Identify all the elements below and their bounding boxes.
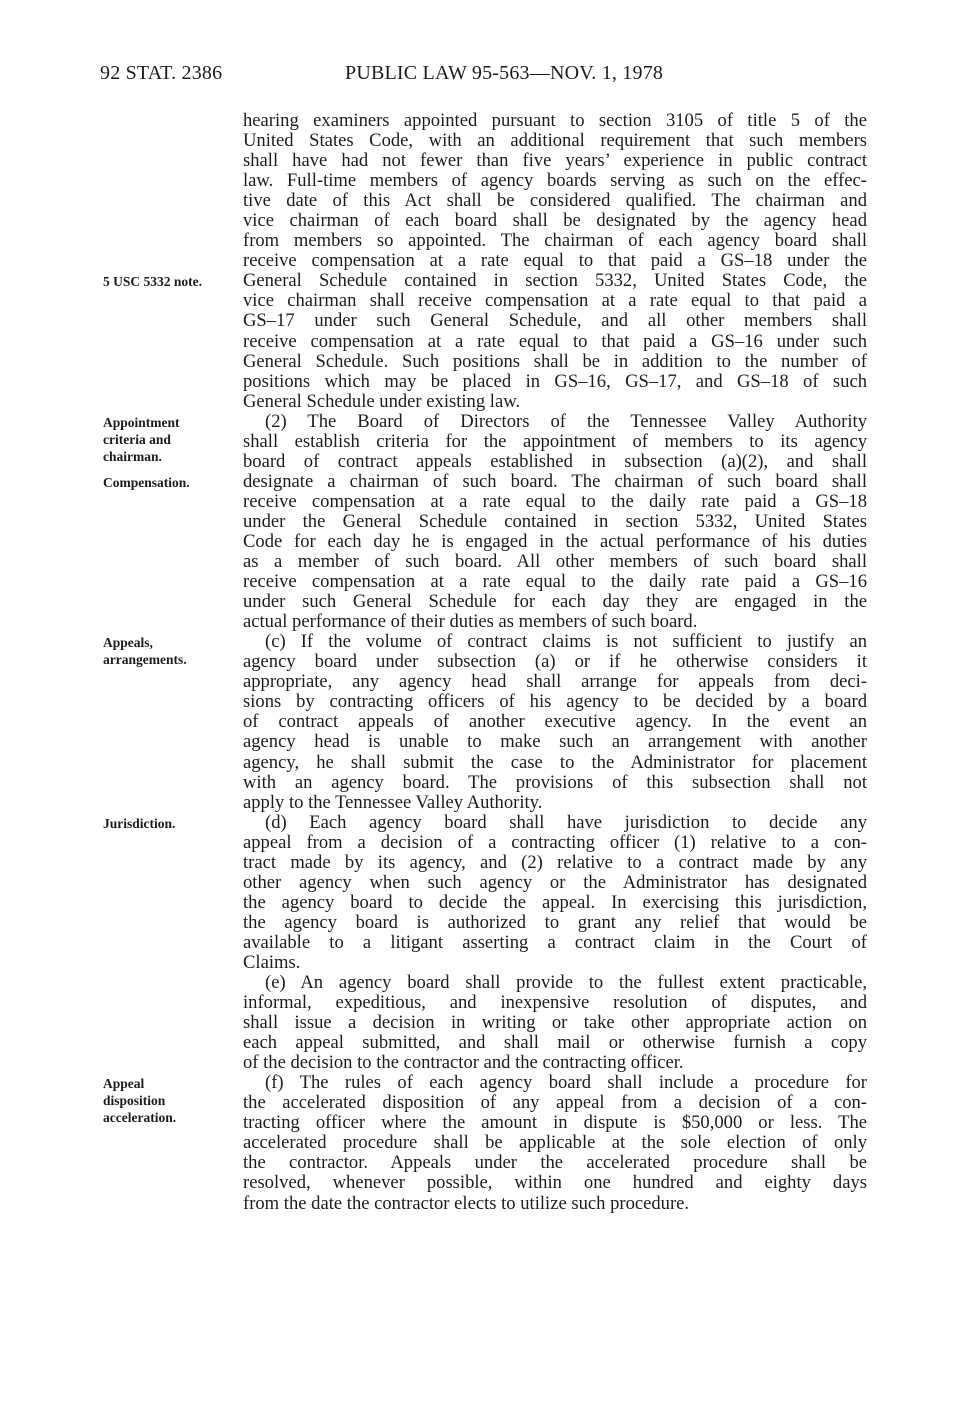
margin-note: 5 USC 5332 note. — [103, 274, 203, 290]
text-line: informal, expeditious, and inexpensive resolution of disputes, and — [243, 992, 867, 1014]
paragraph — [243, 1073, 867, 1213]
text-line: accelerated procedure shall be applicable at the sole election of only — [243, 1132, 867, 1154]
text-line: tract made by its agency, and (2) relative to a contract made by any — [243, 851, 867, 873]
paragraph — [243, 973, 867, 1073]
text-line: the contractor. Appeals under the accelerated procedure shall be — [243, 1152, 867, 1174]
text-line: the agency board to decide the appeal. In exercising this jurisdiction, — [243, 891, 867, 913]
text-line: (d) Each agency board shall have jurisdiction to decide any — [265, 811, 867, 833]
text-line: under such General Schedule for each day they are engaged in the — [243, 591, 867, 613]
text-line: from the date the contractor elects to utilize such procedure. — [243, 1192, 690, 1214]
text-line: appeal from a decision of a contracting officer (1) relative to a con- — [243, 831, 867, 853]
text-line: United States Code, with an additional requirement that such members — [243, 130, 867, 152]
margin-note-line: arrangements. — [103, 652, 187, 668]
text-line: of contract appeals of another executive agency. In the event an — [243, 711, 867, 733]
text-line: apply to the Tennessee Valley Authority. — [243, 791, 543, 813]
text-line: appropriate, any agency head shall arrange for appeals from deci- — [243, 671, 867, 693]
text-line: General Schedule contained in section 5332, United States Code, the — [243, 270, 867, 292]
text-line: GS–17 under such General Schedule, and all other members shall — [243, 310, 867, 332]
text-line: tive date of this Act shall be considered qualified. The chairman and — [243, 190, 867, 212]
text-line: under the General Schedule contained in section 5332, United States — [243, 510, 867, 532]
paragraph — [243, 111, 867, 412]
text-line: agency head is unable to make such an arrangement with another — [243, 731, 867, 753]
text-line: Code for each day he is engaged in the actual performance of his duties — [243, 530, 867, 552]
margin-note-line: Appeals, — [103, 635, 153, 651]
text-line: the agency board is authorized to grant any relief that would be — [243, 911, 867, 933]
running-header: PUBLIC LAW 95-563—NOV. 1, 1978 — [345, 62, 664, 84]
text-line: agency board under subsection (a) or if he otherwise considers it — [243, 651, 867, 673]
text-line: as a member of such board. All other members of such board shall — [243, 551, 867, 573]
margin-note-line: chairman. — [103, 448, 162, 464]
margin-note — [103, 414, 180, 465]
text-line: with an agency board. The provisions of this subsection shall not — [243, 771, 867, 793]
text-line: of the decision to the contractor and the contracting officer. — [243, 1052, 684, 1074]
text-line: vice chairman shall receive compensation at a rate equal to that paid a — [243, 290, 867, 312]
text-line: the accelerated disposition of any appeal from a decision of a con- — [243, 1092, 867, 1114]
margin-note: Compensation. — [103, 474, 190, 490]
text-line: shall issue a decision in writing or take other appropriate action on — [243, 1012, 867, 1034]
text-line: resolved, whenever possible, within one hundred and eighty days — [243, 1172, 867, 1194]
margin-note-line: Appointment — [103, 414, 180, 430]
text-line: from members so appointed. The chairman of each agency board shall — [243, 230, 867, 252]
text-line: agency, he shall submit the case to the Administrator for placement — [243, 751, 867, 773]
text-line: (2) The Board of Directors of the Tennessee Valley Authority — [265, 410, 867, 432]
margin-note-line: criteria and — [103, 431, 171, 447]
margin-note — [103, 1075, 176, 1126]
text-line: shall have had not fewer than five years’ experience in public contract — [243, 150, 867, 172]
text-line: (c) If the volume of contract claims is not sufficient to justify an — [265, 631, 867, 653]
paragraph — [243, 632, 867, 812]
margin-note: Jurisdiction. — [103, 815, 176, 831]
text-line: positions which may be placed in GS–16, GS–17, and GS–18 of such — [243, 370, 867, 392]
text-line: (f) The rules of each agency board shall include a procedure for — [265, 1072, 867, 1094]
text-line: sions by contracting officers of his agency to be decided by a board — [243, 691, 867, 713]
text-line: receive compensation at a rate equal to the daily rate paid a GS–16 — [243, 571, 867, 593]
margin-note-line: acceleration. — [103, 1110, 177, 1126]
text-line: vice chairman of each board shall be designated by the agency head — [243, 210, 867, 232]
text-line: each appeal submitted, and shall mail or otherwise furnish a copy — [243, 1032, 867, 1054]
text-line: receive compensation at a rate equal to that paid a GS–18 under the — [243, 250, 867, 272]
page-stat-number: 92 STAT. 2386 — [100, 62, 223, 84]
text-line: board of contract appeals established in subsection (a)(2), and shall — [243, 450, 867, 472]
text-line: actual performance of their duties as members of such board. — [243, 611, 698, 633]
text-line: other agency when such agency or the Administrator has designated — [243, 871, 867, 893]
text-line: law. Full-time members of agency boards serving as such on the effec- — [243, 170, 867, 192]
text-line: designate a chairman of such board. The chairman of such board shall — [243, 470, 867, 492]
statute-text — [243, 111, 867, 1214]
text-line: receive compensation at a rate equal to that paid a GS–16 under such — [243, 330, 867, 352]
margin-note — [103, 634, 187, 668]
paragraph — [243, 412, 867, 633]
text-line: available to a litigant asserting a contract claim in the Court of — [243, 931, 867, 953]
text-line: (e) An agency board shall provide to the fullest extent practicable, — [265, 972, 867, 994]
margin-note-line: disposition — [103, 1093, 166, 1109]
text-line: shall establish criteria for the appointment of members to its agency — [243, 430, 867, 452]
margin-note-line: Appeal — [103, 1076, 145, 1092]
text-line: receive compensation at a rate equal to the daily rate paid a GS–18 — [243, 490, 867, 512]
text-line: Claims. — [243, 951, 301, 973]
paragraph — [243, 813, 867, 973]
text-line: General Schedule. Such positions shall be in addition to the number of — [243, 350, 867, 372]
text-line: hearing examiners appointed pursuant to section 3105 of title 5 of the — [243, 110, 867, 131]
text-line: General Schedule under existing law. — [243, 390, 521, 412]
text-line: tracting officer where the amount in dispute is $50,000 or less. The — [243, 1112, 867, 1134]
